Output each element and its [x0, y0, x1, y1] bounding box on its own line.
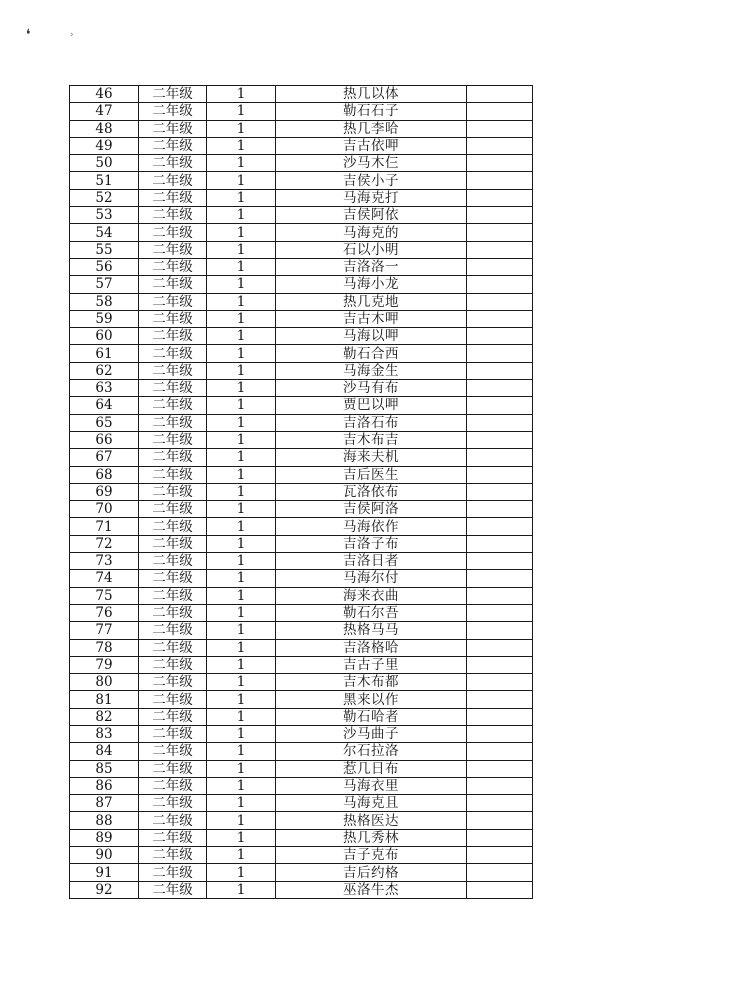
quantity-cell: 1: [207, 604, 276, 621]
grade-cell: 二年级: [139, 570, 207, 587]
row-number-cell: 89: [70, 829, 139, 846]
student-name-cell: 吉洛石布: [276, 414, 467, 431]
quantity-cell: 1: [207, 587, 276, 604]
grade-cell: 二年级: [139, 604, 207, 621]
quantity-cell: 1: [207, 864, 276, 881]
remark-cell: [467, 483, 533, 500]
table-row: [70, 760, 533, 777]
student-name-cell: 吉洛子布: [276, 535, 467, 552]
student-name-cell: 吉古依呷: [276, 137, 467, 154]
grade-cell: 二年级: [139, 155, 207, 172]
grade-cell: 二年级: [139, 397, 207, 414]
remark-cell: [467, 103, 533, 120]
remark-cell: [467, 518, 533, 535]
quantity-cell: 1: [207, 328, 276, 345]
row-number-cell: 48: [70, 120, 139, 137]
student-name-cell: 吉洛日者: [276, 553, 467, 570]
remark-cell: [467, 241, 533, 258]
row-number-cell: 50: [70, 155, 139, 172]
grade-cell: 二年级: [139, 829, 207, 846]
grade-cell: 二年级: [139, 449, 207, 466]
student-name-cell: 勒石尔吾: [276, 604, 467, 621]
remark-cell: [467, 639, 533, 656]
table-row: [70, 708, 533, 725]
row-number-cell: 53: [70, 207, 139, 224]
table-row: [70, 847, 533, 864]
grade-cell: 二年级: [139, 380, 207, 397]
remark-cell: [467, 137, 533, 154]
table-row: [70, 553, 533, 570]
student-name-cell: 马海尔付: [276, 570, 467, 587]
student-name-cell: 热格医达: [276, 812, 467, 829]
student-name-cell: 沙马有布: [276, 380, 467, 397]
student-name-cell: 吉古木呷: [276, 310, 467, 327]
student-name-cell: 热几克地: [276, 293, 467, 310]
table-row: [70, 189, 533, 206]
grade-cell: 二年级: [139, 293, 207, 310]
table-row: [70, 258, 533, 275]
student-name-cell: 马海克且: [276, 795, 467, 812]
grade-cell: 二年级: [139, 431, 207, 448]
remark-cell: [467, 345, 533, 362]
row-number-cell: 90: [70, 847, 139, 864]
student-name-cell: 惹几日布: [276, 760, 467, 777]
quantity-cell: 1: [207, 518, 276, 535]
remark-cell: [467, 622, 533, 639]
student-name-cell: 吉后医生: [276, 466, 467, 483]
row-number-cell: 58: [70, 293, 139, 310]
row-number-cell: 52: [70, 189, 139, 206]
grade-cell: 二年级: [139, 189, 207, 206]
grade-cell: 二年级: [139, 207, 207, 224]
table-row: [70, 639, 533, 656]
grade-cell: 二年级: [139, 483, 207, 500]
student-name-cell: 吉古子里: [276, 656, 467, 673]
quantity-cell: 1: [207, 414, 276, 431]
row-number-cell: 62: [70, 362, 139, 379]
row-number-cell: 88: [70, 812, 139, 829]
row-number-cell: 71: [70, 518, 139, 535]
row-number-cell: 75: [70, 587, 139, 604]
student-name-cell: 马海以呷: [276, 328, 467, 345]
table-row: [70, 397, 533, 414]
table-row: [70, 743, 533, 760]
remark-cell: [467, 656, 533, 673]
remark-cell: [467, 501, 533, 518]
grade-cell: 二年级: [139, 103, 207, 120]
grade-cell: 二年级: [139, 172, 207, 189]
grade-cell: 二年级: [139, 466, 207, 483]
row-number-cell: 70: [70, 501, 139, 518]
quantity-cell: 1: [207, 777, 276, 794]
grade-cell: 二年级: [139, 725, 207, 742]
row-number-cell: 82: [70, 708, 139, 725]
student-name-cell: 海来衣曲: [276, 587, 467, 604]
remark-cell: [467, 414, 533, 431]
row-number-cell: 91: [70, 864, 139, 881]
grade-cell: 二年级: [139, 743, 207, 760]
remark-cell: [467, 328, 533, 345]
quantity-cell: 1: [207, 397, 276, 414]
grade-cell: 二年级: [139, 777, 207, 794]
student-name-cell: 沙马曲子: [276, 725, 467, 742]
quantity-cell: 1: [207, 881, 276, 898]
grade-cell: 二年级: [139, 414, 207, 431]
row-number-cell: 84: [70, 743, 139, 760]
remark-cell: [467, 691, 533, 708]
row-number-cell: 47: [70, 103, 139, 120]
table-row: [70, 777, 533, 794]
quantity-cell: 1: [207, 241, 276, 258]
row-number-cell: 61: [70, 345, 139, 362]
table-row: [70, 518, 533, 535]
quantity-cell: 1: [207, 656, 276, 673]
student-name-cell: 热几以体: [276, 86, 467, 103]
row-number-cell: 66: [70, 431, 139, 448]
grade-cell: 二年级: [139, 812, 207, 829]
student-name-cell: 海来夫机: [276, 449, 467, 466]
row-number-cell: 79: [70, 656, 139, 673]
table-row: [70, 276, 533, 293]
quantity-cell: 1: [207, 466, 276, 483]
remark-cell: [467, 535, 533, 552]
row-number-cell: 68: [70, 466, 139, 483]
row-number-cell: 55: [70, 241, 139, 258]
row-number-cell: 73: [70, 553, 139, 570]
remark-cell: [467, 293, 533, 310]
grade-cell: 二年级: [139, 241, 207, 258]
student-name-cell: 勒石哈者: [276, 708, 467, 725]
remark-cell: [467, 86, 533, 103]
grade-cell: 二年级: [139, 847, 207, 864]
grade-cell: 二年级: [139, 553, 207, 570]
grade-cell: 二年级: [139, 864, 207, 881]
grade-cell: 二年级: [139, 120, 207, 137]
student-name-cell: 勒石石子: [276, 103, 467, 120]
table-row: [70, 310, 533, 327]
student-name-cell: 吉侯阿依: [276, 207, 467, 224]
row-number-cell: 85: [70, 760, 139, 777]
quantity-cell: 1: [207, 293, 276, 310]
remark-cell: [467, 760, 533, 777]
student-name-cell: 马海克的: [276, 224, 467, 241]
quantity-cell: 1: [207, 431, 276, 448]
row-number-cell: 51: [70, 172, 139, 189]
student-name-cell: 热几李哈: [276, 120, 467, 137]
remark-cell: [467, 847, 533, 864]
quantity-cell: 1: [207, 120, 276, 137]
remark-cell: [467, 553, 533, 570]
grade-cell: 二年级: [139, 587, 207, 604]
student-name-cell: 吉子克布: [276, 847, 467, 864]
remark-cell: [467, 708, 533, 725]
quantity-cell: 1: [207, 258, 276, 275]
remark-cell: [467, 258, 533, 275]
table-row: [70, 293, 533, 310]
remark-cell: [467, 431, 533, 448]
table-row: [70, 483, 533, 500]
quantity-cell: 1: [207, 829, 276, 846]
table-row: [70, 172, 533, 189]
row-number-cell: 78: [70, 639, 139, 656]
table-row: [70, 224, 533, 241]
grade-cell: 二年级: [139, 345, 207, 362]
student-name-cell: 吉木布吉: [276, 431, 467, 448]
quantity-cell: 1: [207, 535, 276, 552]
quantity-cell: 1: [207, 172, 276, 189]
grade-cell: 二年级: [139, 622, 207, 639]
quantity-cell: 1: [207, 345, 276, 362]
grade-cell: 二年级: [139, 708, 207, 725]
remark-cell: [467, 829, 533, 846]
student-name-cell: 吉侯阿洛: [276, 501, 467, 518]
row-number-cell: 76: [70, 604, 139, 621]
table-row: [70, 812, 533, 829]
grade-cell: 二年级: [139, 656, 207, 673]
student-name-cell: 黑来以作: [276, 691, 467, 708]
table-row: [70, 466, 533, 483]
quantity-cell: 1: [207, 310, 276, 327]
row-number-cell: 72: [70, 535, 139, 552]
table-row: [70, 829, 533, 846]
quantity-cell: 1: [207, 553, 276, 570]
table-row: [70, 155, 533, 172]
student-name-cell: 马海克打: [276, 189, 467, 206]
quantity-cell: 1: [207, 501, 276, 518]
remark-cell: [467, 397, 533, 414]
row-number-cell: 63: [70, 380, 139, 397]
remark-cell: [467, 795, 533, 812]
remark-cell: [467, 155, 533, 172]
row-number-cell: 67: [70, 449, 139, 466]
quantity-cell: 1: [207, 708, 276, 725]
student-name-cell: 沙马木仨: [276, 155, 467, 172]
table-row: [70, 345, 533, 362]
remark-cell: [467, 189, 533, 206]
row-number-cell: 69: [70, 483, 139, 500]
quantity-cell: 1: [207, 570, 276, 587]
row-number-cell: 92: [70, 881, 139, 898]
quantity-cell: 1: [207, 362, 276, 379]
student-name-cell: 瓦洛依布: [276, 483, 467, 500]
remark-cell: [467, 674, 533, 691]
quantity-cell: 1: [207, 155, 276, 172]
student-name-cell: 热几秀林: [276, 829, 467, 846]
row-number-cell: 65: [70, 414, 139, 431]
row-number-cell: 46: [70, 86, 139, 103]
roster-body: [70, 86, 533, 899]
row-number-cell: 80: [70, 674, 139, 691]
row-number-cell: 81: [70, 691, 139, 708]
remark-cell: [467, 380, 533, 397]
grade-cell: 二年级: [139, 501, 207, 518]
grade-cell: 二年级: [139, 224, 207, 241]
table-row: [70, 414, 533, 431]
row-number-cell: 83: [70, 725, 139, 742]
table-row: [70, 328, 533, 345]
table-row: [70, 725, 533, 742]
quantity-cell: 1: [207, 276, 276, 293]
remark-cell: [467, 864, 533, 881]
quantity-cell: 1: [207, 725, 276, 742]
scan-speck-mark: ›: [70, 30, 74, 40]
table-row: [70, 449, 533, 466]
quantity-cell: 1: [207, 103, 276, 120]
quantity-cell: 1: [207, 847, 276, 864]
grade-cell: 二年级: [139, 795, 207, 812]
grade-cell: 二年级: [139, 691, 207, 708]
grade-cell: 二年级: [139, 258, 207, 275]
remark-cell: [467, 120, 533, 137]
student-name-cell: 勒石合西: [276, 345, 467, 362]
quantity-cell: 1: [207, 691, 276, 708]
table-row: [70, 587, 533, 604]
grade-cell: 二年级: [139, 674, 207, 691]
student-name-cell: 吉洛格哈: [276, 639, 467, 656]
row-number-cell: 57: [70, 276, 139, 293]
remark-cell: [467, 362, 533, 379]
table-row: [70, 362, 533, 379]
student-name-cell: 吉洛洛一: [276, 258, 467, 275]
table-row: [70, 881, 533, 898]
quantity-cell: 1: [207, 380, 276, 397]
quantity-cell: 1: [207, 760, 276, 777]
table-row: [70, 674, 533, 691]
quantity-cell: 1: [207, 639, 276, 656]
table-row: [70, 86, 533, 103]
row-number-cell: 87: [70, 795, 139, 812]
student-name-cell: 吉侯小子: [276, 172, 467, 189]
student-name-cell: 马海衣里: [276, 777, 467, 794]
remark-cell: [467, 449, 533, 466]
remark-cell: [467, 812, 533, 829]
grade-cell: 二年级: [139, 760, 207, 777]
table-row: [70, 570, 533, 587]
student-name-cell: 尔石拉洛: [276, 743, 467, 760]
row-number-cell: 56: [70, 258, 139, 275]
table-row: [70, 864, 533, 881]
table-row: [70, 137, 533, 154]
grade-cell: 二年级: [139, 518, 207, 535]
remark-cell: [467, 570, 533, 587]
quantity-cell: 1: [207, 674, 276, 691]
table-row: [70, 604, 533, 621]
student-name-cell: 马海小龙: [276, 276, 467, 293]
quantity-cell: 1: [207, 795, 276, 812]
remark-cell: [467, 466, 533, 483]
remark-cell: [467, 587, 533, 604]
grade-cell: 二年级: [139, 137, 207, 154]
table-row: [70, 691, 533, 708]
grade-cell: 二年级: [139, 86, 207, 103]
grade-cell: 二年级: [139, 881, 207, 898]
scan-speck-mark: ❛: [26, 27, 31, 43]
grade-cell: 二年级: [139, 328, 207, 345]
remark-cell: [467, 172, 533, 189]
grade-cell: 二年级: [139, 535, 207, 552]
table-row: [70, 535, 533, 552]
row-number-cell: 59: [70, 310, 139, 327]
table-row: [70, 207, 533, 224]
student-name-cell: 热格马马: [276, 622, 467, 639]
student-name-cell: 吉木布都: [276, 674, 467, 691]
table-row: [70, 120, 533, 137]
table-row: [70, 501, 533, 518]
grade-cell: 二年级: [139, 639, 207, 656]
student-name-cell: 马海金生: [276, 362, 467, 379]
student-name-cell: 贾巴以呷: [276, 397, 467, 414]
table-row: [70, 241, 533, 258]
remark-cell: [467, 207, 533, 224]
quantity-cell: 1: [207, 812, 276, 829]
table-row: [70, 380, 533, 397]
row-number-cell: 77: [70, 622, 139, 639]
row-number-cell: 49: [70, 137, 139, 154]
remark-cell: [467, 777, 533, 794]
remark-cell: [467, 725, 533, 742]
row-number-cell: 64: [70, 397, 139, 414]
table-row: [70, 656, 533, 673]
table-row: [70, 795, 533, 812]
student-name-cell: 巫洛牛杰: [276, 881, 467, 898]
quantity-cell: 1: [207, 86, 276, 103]
remark-cell: [467, 310, 533, 327]
quantity-cell: 1: [207, 207, 276, 224]
quantity-cell: 1: [207, 189, 276, 206]
student-name-cell: 石以小明: [276, 241, 467, 258]
student-roster-table: [69, 85, 533, 899]
student-name-cell: 吉后约格: [276, 864, 467, 881]
quantity-cell: 1: [207, 743, 276, 760]
remark-cell: [467, 276, 533, 293]
row-number-cell: 74: [70, 570, 139, 587]
grade-cell: 二年级: [139, 362, 207, 379]
grade-cell: 二年级: [139, 276, 207, 293]
table-row: [70, 431, 533, 448]
remark-cell: [467, 224, 533, 241]
remark-cell: [467, 743, 533, 760]
remark-cell: [467, 604, 533, 621]
quantity-cell: 1: [207, 137, 276, 154]
table-row: [70, 622, 533, 639]
remark-cell: [467, 881, 533, 898]
row-number-cell: 54: [70, 224, 139, 241]
quantity-cell: 1: [207, 224, 276, 241]
grade-cell: 二年级: [139, 310, 207, 327]
quantity-cell: 1: [207, 449, 276, 466]
row-number-cell: 86: [70, 777, 139, 794]
quantity-cell: 1: [207, 483, 276, 500]
student-name-cell: 马海依作: [276, 518, 467, 535]
quantity-cell: 1: [207, 622, 276, 639]
table-row: [70, 103, 533, 120]
row-number-cell: 60: [70, 328, 139, 345]
